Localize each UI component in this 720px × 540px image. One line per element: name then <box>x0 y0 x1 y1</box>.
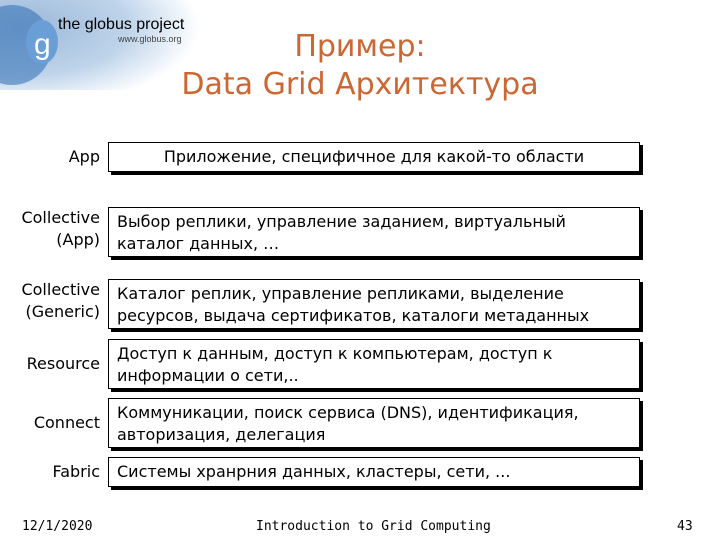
layer-label: Collective (App) <box>21 208 100 249</box>
slide-title <box>150 28 570 104</box>
layer-label: App <box>68 147 100 166</box>
title-line-2: Data Grid Архитектура <box>181 67 539 102</box>
layer-box: Коммуникации, поиск сервиса (DNS), идентификация, авторизация, делегация <box>108 398 640 448</box>
layer-box: Доступ к данным, доступ к компьютерам, доступ к информации о сети,.. <box>108 339 640 389</box>
layer-box: Каталог реплик, управление репликами, выделение ресурсов, выдача сертификатов, каталоги метаданных <box>108 279 640 329</box>
layer-label: Connect <box>33 413 100 432</box>
layer-box: Выбор реплики, управление заданием, виртуальный каталог данных, … <box>108 207 640 257</box>
layer-box: Приложение, специфичное для какой-то области <box>108 142 640 172</box>
title-line-1: Пример: <box>294 29 426 64</box>
logo-name: the globus project <box>58 16 185 33</box>
layer-box: Системы хранрния данных, кластеры, сети, ... <box>108 457 640 487</box>
layer-label: Resource <box>26 354 100 373</box>
footer-course: Introduction to Grid Computing <box>256 519 491 534</box>
logo-url: www.globus.org <box>118 34 182 44</box>
logo-letter: g <box>34 28 51 61</box>
layer-label: Fabric <box>52 462 100 481</box>
footer-date: 12/1/2020 <box>22 519 93 534</box>
layer-label: Collective (Generic) <box>21 280 100 321</box>
footer-page-number: 43 <box>677 519 693 534</box>
